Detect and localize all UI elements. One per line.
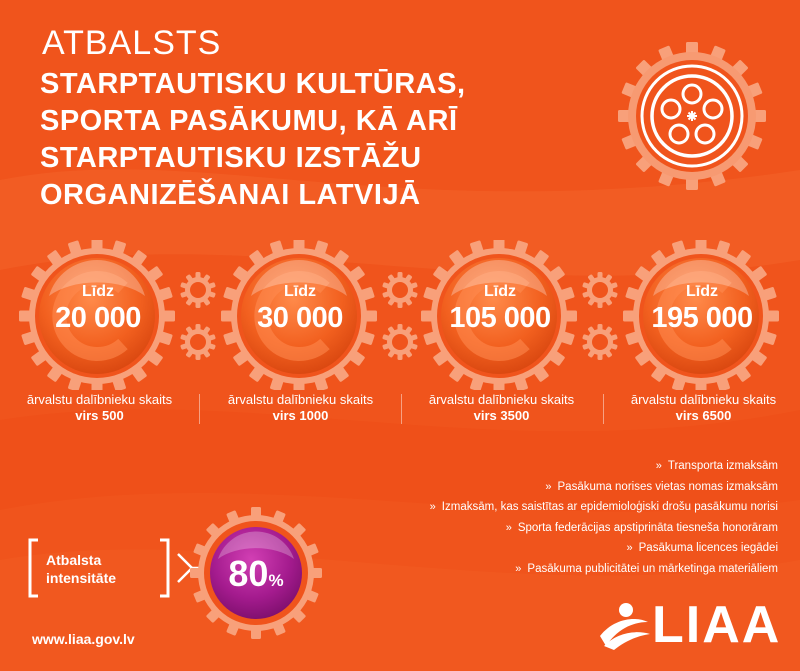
tier-2-prefix: Līdz — [284, 283, 316, 300]
film-reel-gear-icon — [612, 36, 772, 196]
chevron-right-icon: » — [655, 460, 662, 472]
divider — [401, 394, 402, 424]
chevron-right-icon: » — [545, 480, 552, 493]
divider — [603, 394, 604, 424]
liaa-swirl-logo-icon — [596, 596, 652, 652]
list-item: » Pasākuma publicitātei un mārketinga materiāliem — [515, 562, 778, 575]
tier-4-amount: 195 000 — [651, 302, 753, 334]
tier-3-amount: 105 000 — [449, 302, 551, 334]
tier-2-amount: 30 000 — [257, 302, 343, 334]
intensity-label-line: intensitāte — [46, 570, 117, 586]
eligible-costs-list — [430, 456, 778, 579]
tier-3-prefix: Līdz — [484, 283, 516, 300]
list-item: » Sporta federācijas apstiprināta tiesneša honorāram — [505, 521, 778, 534]
list-item: » Izmaksām, kas saistītas ar epidemioloģiski drošu pasākumu norisi — [429, 501, 778, 513]
intensity-value: 80% — [228, 553, 284, 594]
tier-1-amount: 20 000 — [55, 302, 141, 334]
tier-1-prefix: Līdz — [82, 283, 114, 300]
liaa-logo: LIAA — [652, 596, 782, 654]
tier-threshold: virs 500 — [75, 408, 124, 423]
tier-4-prefix: Līdz — [686, 283, 718, 300]
tier-threshold: virs 3500 — [473, 408, 530, 423]
page-title — [40, 66, 600, 214]
tier-label-text: ārvalstu dalībnieku skaits — [428, 392, 575, 407]
list-item: » Pasākuma licences iegādei — [626, 542, 778, 554]
website-link[interactable]: www.liaa.gov.lv — [32, 631, 135, 647]
chevron-right-icon: » — [515, 562, 522, 575]
divider — [199, 394, 200, 424]
title-line: STARPTAUTISKU IZSTĀŽU — [40, 142, 422, 174]
subtitle: ATBALSTS — [42, 24, 222, 62]
tier-1-label — [2, 392, 197, 424]
chevron-right-icon: » — [429, 501, 436, 513]
tier-label-text: ārvalstu dalībnieku skaits — [227, 392, 374, 407]
tier-label-text: ārvalstu dalībnieku skaits — [630, 392, 777, 407]
tier-3-label — [404, 392, 599, 424]
title-line: SPORTA PASĀKUMU, KĀ ARĪ — [40, 105, 458, 137]
chevron-right-icon: » — [626, 542, 633, 554]
tier-threshold: virs 1000 — [272, 408, 329, 423]
intensity-label — [46, 551, 116, 587]
title-line: ORGANIZĒŠANAI LATVIJĀ — [40, 179, 421, 211]
list-item: » Pasākuma norises vietas nomas izmaksām — [545, 480, 778, 493]
chevron-right-icon: » — [505, 521, 512, 534]
tier-4-label — [606, 392, 800, 424]
tier-threshold: virs 6500 — [675, 408, 732, 423]
intensity-label-line: Atbalsta — [46, 552, 102, 568]
title-line: STARPTAUTISKU KULTŪRAS, — [40, 68, 466, 100]
list-item: » Transporta izmaksām — [655, 460, 778, 472]
tier-2-label — [203, 392, 398, 424]
tier-label-text: ārvalstu dalībnieku skaits — [26, 392, 173, 407]
